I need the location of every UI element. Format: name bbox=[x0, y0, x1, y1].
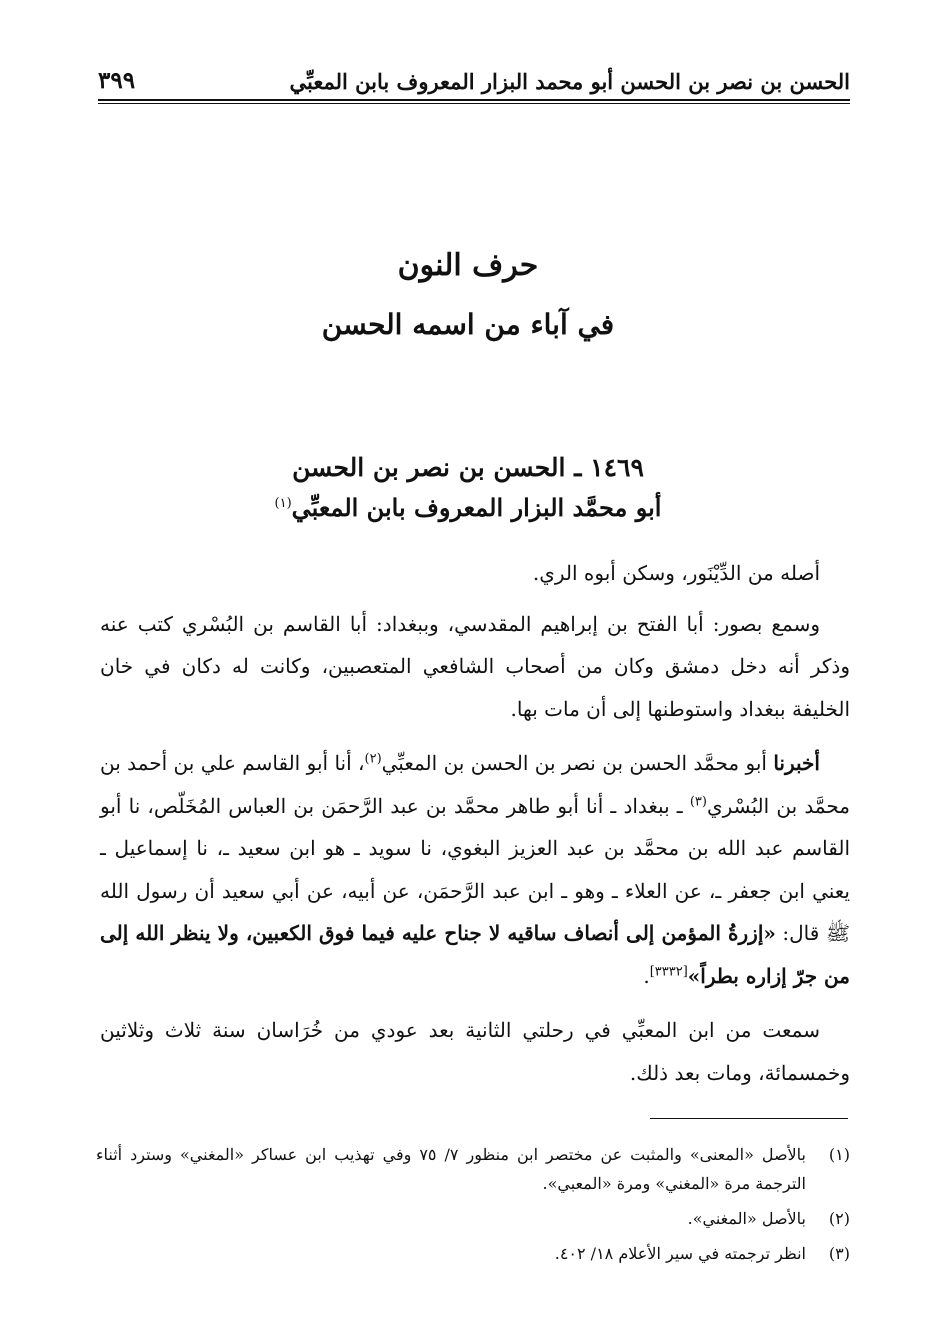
footnote-number: (٣) bbox=[828, 1244, 850, 1263]
footnote-text: بالأصل «المعنى» والمثبت عن مختصر ابن منظور ٧/ ٧٥ وفي تهذيب ابن عساكر «المغني» وسترد أثناء الترجمة مرة «المغني» ومرة «المعبي». bbox=[96, 1145, 807, 1193]
paragraph-isnad bbox=[100, 742, 850, 997]
footnote-item bbox=[96, 1140, 850, 1198]
footnote-rule bbox=[650, 1118, 848, 1119]
paragraph-closing: سمعت من ابن المعبِّي في رحلتي الثانية بعد عودي من خُرَاسان سنة ثلاث وثلاثين وخمسمائة، ومات بعد ذلك. bbox=[100, 1018, 850, 1085]
running-header bbox=[98, 58, 850, 94]
section-title: حرف النون bbox=[397, 248, 539, 283]
entry-kunya-line bbox=[0, 486, 936, 530]
header-rule bbox=[98, 99, 850, 104]
footnote-ref-1[interactable]: (١) bbox=[274, 496, 292, 511]
footnotes bbox=[96, 1140, 850, 1274]
hadith-text: «إزرةُ المؤمن إلى أنصاف ساقيه لا جناح عليه فيما فوق الكعبين، ولا ينظر الله إلى من جرّ إزاره بطراً» bbox=[100, 921, 850, 988]
footnote-ref-2[interactable]: (٢) bbox=[364, 751, 382, 767]
paragraph-teachers: وسمع بصور: أبا الفتح بن إبراهيم المقدسي، وببغداد: أبا القاسم بن البُسْري كتب عنه وذكر أنه دخل دمشق وكان من أصحاب الشافعي المتعصبين، وكانت له دكان في خان الخليفة ببغداد واستوطنها إلى أن مات بها. bbox=[100, 611, 850, 721]
entry-name-line: ١٤٦٩ ـ الحسن بن نصر بن الحسن bbox=[292, 453, 644, 482]
running-title: الحسن بن نصر بن الحسن أبو محمد البزار المعروف بابن المعبِّي bbox=[289, 69, 850, 94]
isnad-part-a: أبو محمَّد الحسن بن نصر بن الحسن بن المعبِّي bbox=[381, 751, 774, 775]
section-subtitle: في آباء من اسمه الحسن bbox=[321, 308, 615, 341]
akhbarana-lead: أخبرنا bbox=[773, 751, 820, 775]
footnote-number: (١) bbox=[828, 1145, 850, 1164]
entry-kunya-text: أبو محمَّد البزار المعروف بابن المعبِّي bbox=[291, 493, 662, 522]
footnote-item bbox=[96, 1239, 850, 1268]
body-text bbox=[100, 552, 850, 1106]
entry-heading bbox=[0, 450, 936, 530]
isnad-part-c: ـ ببغداد ـ أنا أبو طاهر محمَّد بن عبد الرَّحمَن بن العباس المُخَلّص، نا أبو القاسم عبد الله بن محمَّد بن عبد العزيز البغوي، نا سويد ـ هو ابن سعيد ـ، نا إسماعيل ـ يعني ابن جعفر ـ، عن العلاء ـ وهو ـ ابن عبد الرَّحمَن، عن أبيه، عن أبي سعيد أن رسول الله ﷺ قال: bbox=[100, 793, 850, 945]
isnad-part-b: ، أنا أبو القاسم علي بن أحمد بن محمَّد بن البُسْري bbox=[100, 751, 850, 818]
paragraph-origin: أصله من الدِّيْنَور، وسكن أبوه الري. bbox=[532, 561, 820, 585]
page-number: ٣٩٩ bbox=[98, 67, 136, 94]
hadith-number: [٣٣٣٢] bbox=[649, 963, 688, 979]
footnote-number: (٢) bbox=[828, 1209, 850, 1228]
footnote-ref-3[interactable]: (٣) bbox=[689, 793, 707, 809]
footnote-item bbox=[96, 1204, 850, 1233]
footnote-text: انظر ترجمته في سير الأعلام ١٨/ ٤٠٢. bbox=[554, 1244, 806, 1263]
isnad-end: . bbox=[643, 963, 650, 988]
footnote-text: بالأصل «المغني». bbox=[687, 1209, 806, 1228]
